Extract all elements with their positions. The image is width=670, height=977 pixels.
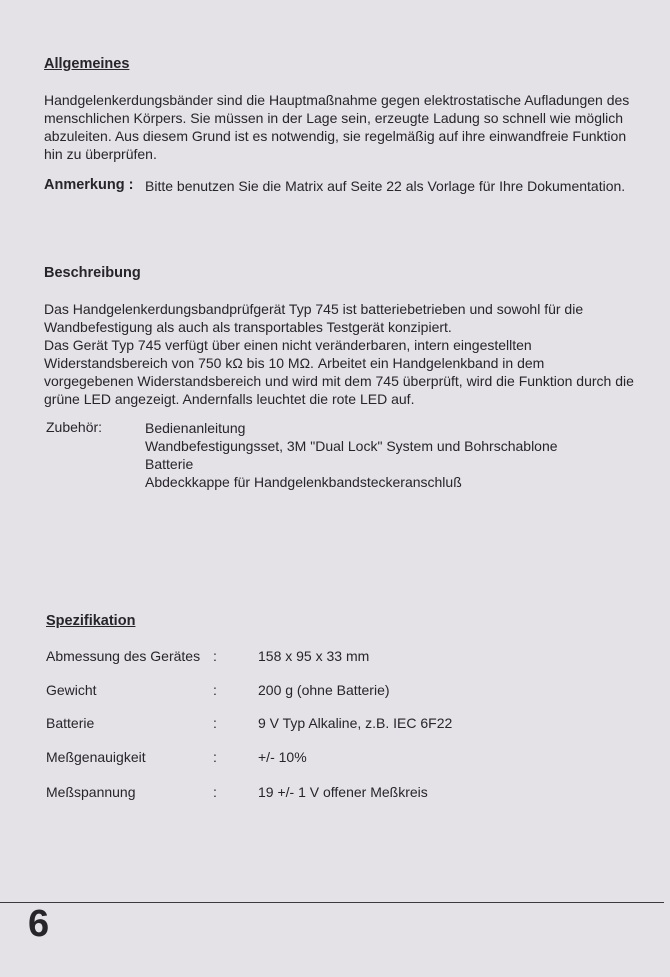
- description-line: Das Handgelenkerdungsbandprüfgerät Typ 745 ist batteriebetrieben und sowohl für die: [44, 301, 584, 317]
- accessory-item: Abdeckkappe für Handgelenkbandsteckeranschluß: [145, 474, 462, 490]
- general-paragraph: [44, 91, 629, 163]
- description-line: grüne LED angezeigt. Andernfalls leuchtet die rote LED auf.: [44, 391, 415, 407]
- spec-value: +/- 10%: [258, 749, 307, 765]
- spec-label: Batterie: [46, 715, 95, 731]
- spec-colon: :: [213, 784, 217, 800]
- spec-colon: :: [213, 749, 217, 765]
- description-line: vorgegebenen Widerstandsbereich und wird mit dem 745 überprüft, wird die Funktion durch die: [44, 373, 634, 389]
- section-heading-description: Beschreibung: [44, 265, 141, 281]
- spec-label: Abmessung des Gerätes: [46, 648, 201, 664]
- description-paragraph: [44, 300, 634, 408]
- spec-colon: :: [213, 715, 217, 731]
- spec-label: Meßgenauigkeit: [46, 749, 146, 765]
- accessory-item: Batterie: [145, 456, 194, 472]
- accessory-item: Wandbefestigungsset, 3M "Dual Lock" System und Bohrschablone: [145, 438, 558, 454]
- section-heading-specification: Spezifikation: [46, 613, 136, 629]
- note-text: Bitte benutzen Sie die Matrix auf Seite 22 als Vorlage für Ihre Dokumentation.: [145, 178, 626, 194]
- general-line: abzuleiten. Aus diesem Grund ist es notwendig, sie regelmäßig auf ihre einwandfreie Funktion: [44, 128, 627, 144]
- accessories-label: Zubehör:: [46, 419, 103, 435]
- description-line: Widerstandsbereich von 750 kΩ bis 10 MΩ. Arbeitet ein Handgelenkband in dem: [44, 355, 545, 371]
- spec-colon: :: [213, 648, 217, 664]
- footer-rule: [0, 902, 664, 903]
- section-heading-general: Allgemeines: [44, 56, 130, 72]
- spec-value: 9 V Typ Alkaline, z.B. IEC 6F22: [258, 715, 453, 731]
- spec-value: 19 +/- 1 V offener Meßkreis: [258, 784, 428, 800]
- general-line: Handgelenkerdungsbänder sind die Hauptmaßnahme gegen elektrostatische Aufladungen des: [44, 92, 630, 108]
- note-label: Anmerkung :: [44, 177, 134, 193]
- accessories-list: [145, 419, 558, 491]
- page-number: 6: [28, 903, 50, 945]
- description-line: Das Gerät Typ 745 verfügt über einen nicht veränderbaren, intern eingestellten: [44, 337, 532, 353]
- spec-value: 158 x 95 x 33 mm: [258, 648, 370, 664]
- spec-value: 200 g (ohne Batterie): [258, 682, 390, 698]
- spec-label: Gewicht: [46, 682, 97, 698]
- spec-colon: :: [213, 682, 217, 698]
- spec-label: Meßspannung: [46, 784, 136, 800]
- accessory-item: Bedienanleitung: [145, 420, 246, 436]
- general-line: menschlichen Körpers. Sie müssen in der Lage sein, erzeugte Ladung so schnell wie möglich: [44, 110, 623, 126]
- description-line: Wandbefestigung als auch als transportables Testgerät konzipiert.: [44, 319, 452, 335]
- general-line: hin zu überprüfen.: [44, 146, 157, 162]
